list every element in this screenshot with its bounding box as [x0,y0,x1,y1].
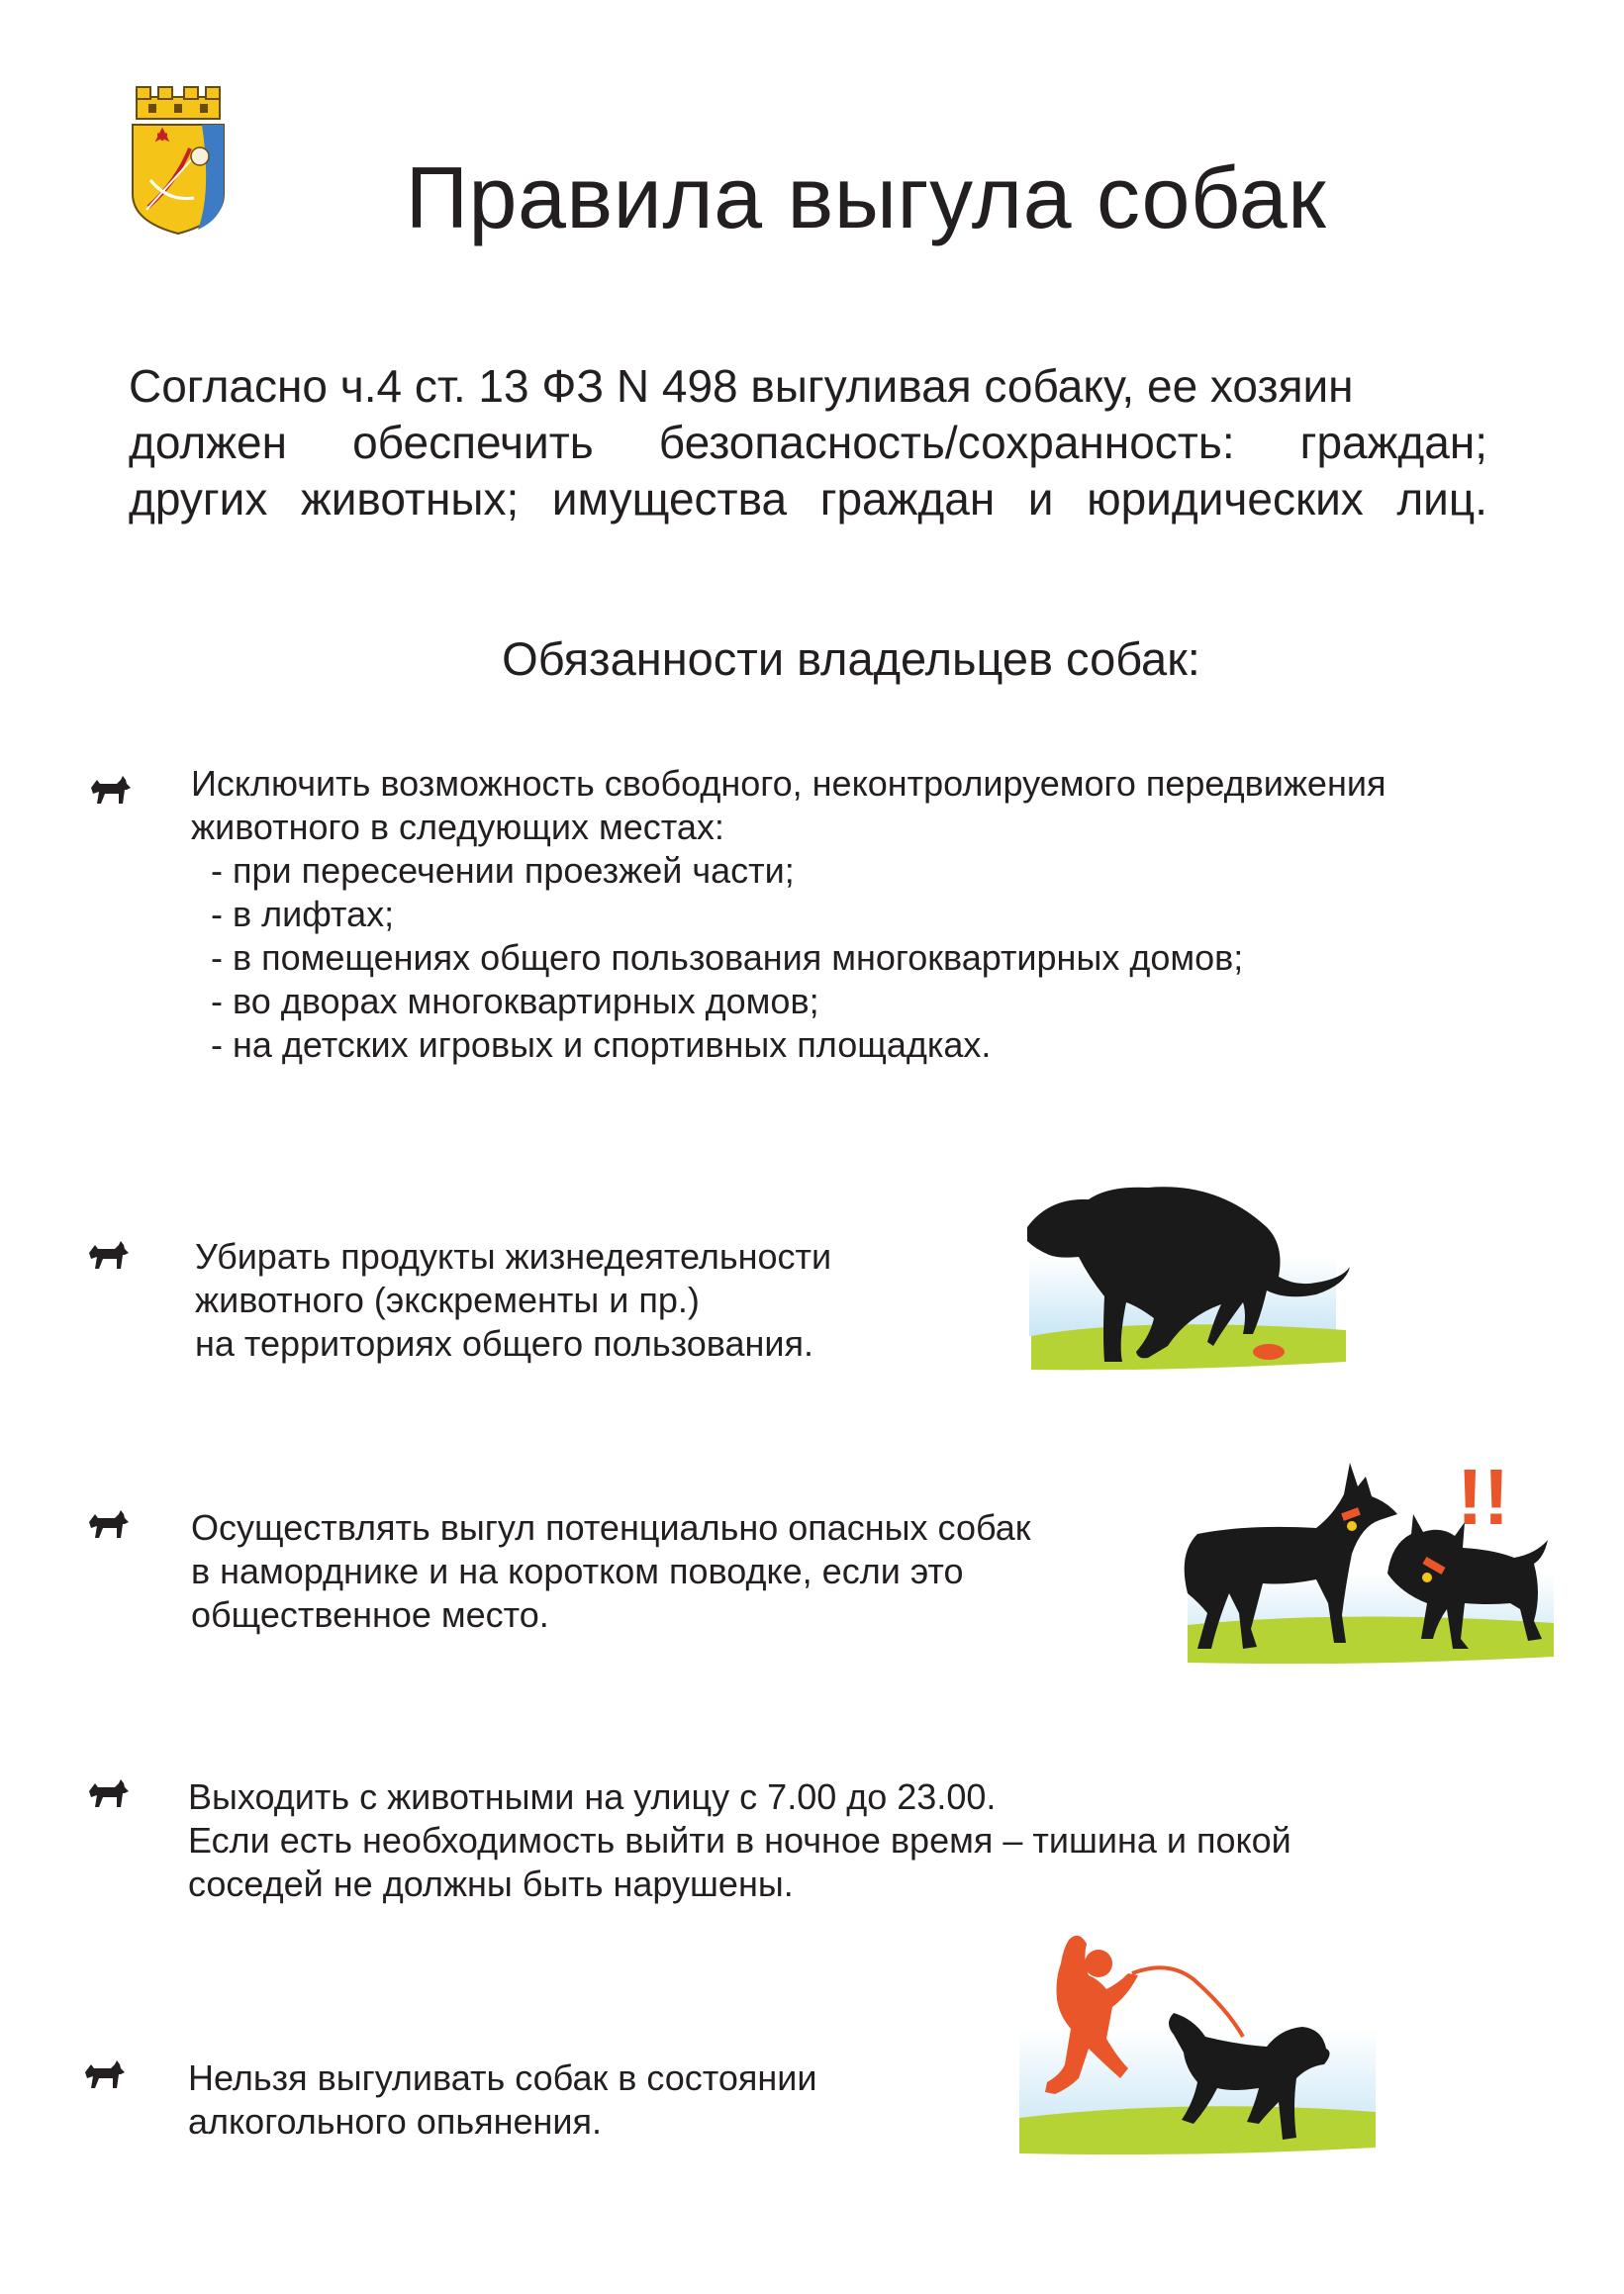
dog-bullet-icon [87,770,131,810]
rule-text: Выходить с животными на улицу с 7.00 до 23.00. [188,1776,997,1817]
dog-bullet-icon [85,1773,129,1813]
drunk-walker-illustration [1000,1920,1395,2177]
rule-item-1 [191,762,1527,1067]
dangerous-dogs-illustration [1168,1455,1574,1712]
rule-text: соседей не должны быть нарушены. [188,1864,794,1904]
rule-text: на территориях общего пользования. [195,1323,813,1364]
rule-text: Убирать продукты жизнедеятельности [195,1236,832,1277]
dog-bullet-icon [81,2055,125,2094]
rule-text: животного в следующих местах: [191,807,724,847]
rule-text: животного (экскременты и пр.) [195,1280,700,1320]
rule-text: Если есть необходимость выйти в ночное время – тишина и покой [188,1820,1291,1861]
rule-item-3 [191,1506,1161,1637]
dog-bullet-icon [85,1504,129,1544]
rule-text: Нельзя выгуливать собак в состоянии [188,2057,817,2098]
rule-subitem: - на детских игровых и спортивных площадках. [211,1024,992,1065]
rule-subitem: - в лифтах; [211,894,395,934]
rule-item-4 [188,1775,1475,1906]
rule-text: Исключить возможность свободного, неконтролируемого передвижения [191,763,1386,804]
rule-subitem: - во дворах многоквартирных домов; [211,981,819,1021]
duties-heading: Обязанности владельцев собак: [502,632,1200,685]
dog-relieving-illustration [1019,1168,1356,1386]
rule-item-5 [188,2056,980,2144]
rule-text: общественное место. [191,1594,549,1635]
rule-text: в наморднике и на коротком поводке, если это [191,1551,964,1591]
rule-subitem: - при пересечении проезжей части; [211,850,795,891]
rule-item-2 [195,1235,987,1366]
rule-subitem: - в помещениях общего пользования многоквартирных домов; [211,937,1244,978]
exclamation-mark: !! [1457,1453,1510,1541]
intro-line: Согласно ч.4 ст. 13 ФЗ N 498 выгуливая собаку, ее хозяин [129,360,1354,412]
page-title: Правила выгула собак [405,148,1327,246]
rule-text: Осуществлять выгул потенциально опасных собак [191,1507,1031,1548]
intro-line: других животных; имущества граждан и юридических лиц. [129,473,1487,525]
rule-text: алкогольного опьянения. [188,2101,602,2142]
intro-paragraph [129,358,1487,527]
coat-of-arms-icon [129,83,228,241]
intro-line: должен обеспечить безопасность/сохранность: граждан; [129,417,1487,468]
dog-bullet-icon [85,1235,129,1275]
